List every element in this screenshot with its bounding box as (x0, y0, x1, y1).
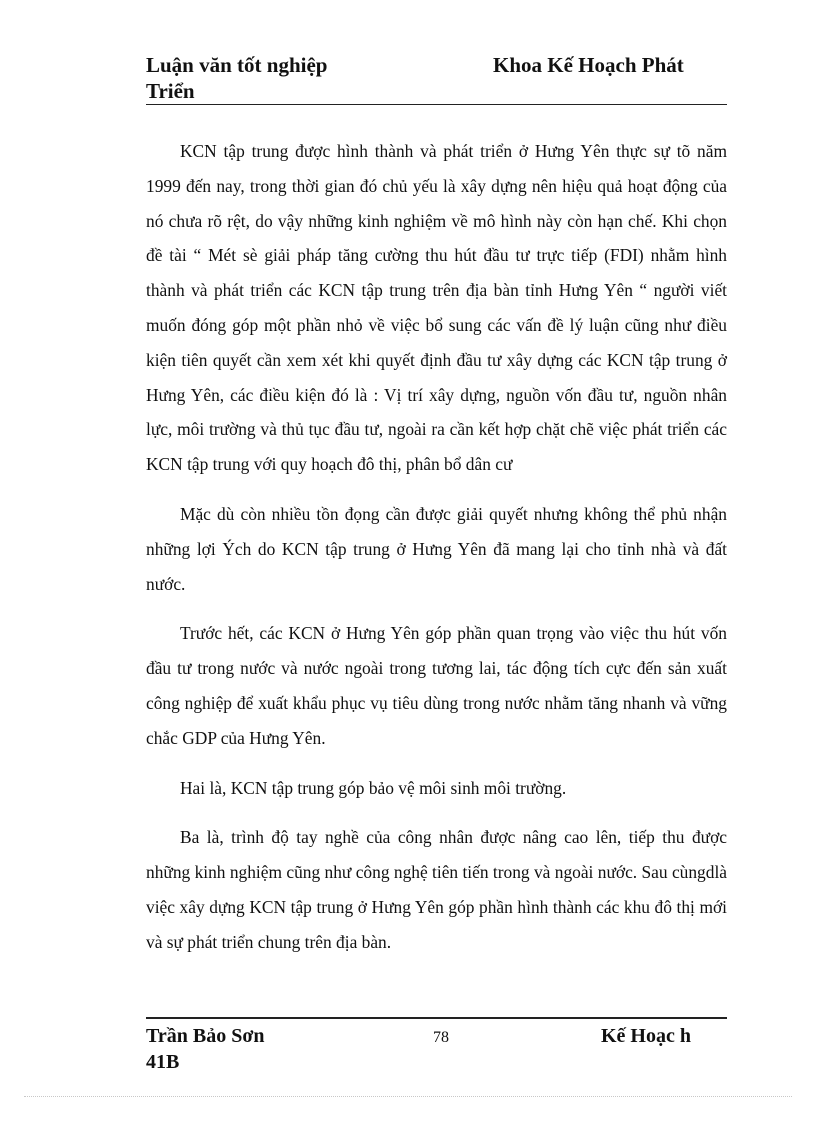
footer-author-class: 41B (146, 1051, 180, 1073)
paragraph-5: Ba là, trình độ tay nghề của công nhân được nâng cao lên, tiếp thu được những kinh nghiệm cũng như công nghệ tiên tiến trong và ngoài nước. Sau cùngdlà việc xây dựng KCN tập trung ở Hưng Yên góp phần hình thành các khu đô thị mới và sự phát triển chung trên địa bàn. (146, 827, 727, 952)
paragraph-2: Mặc dù còn nhiều tồn đọng cần được giải quyết nhưng không thể phủ nhận những lợi Ých do KCN tập trung ở Hưng Yên đã mang lại cho tỉnh nhà và đất nước. (146, 503, 727, 594)
paragraph-3: Trước hết, các KCN ở Hưng Yên góp phần quan trọng vào việc thu hút vốn đầu tư trong nước và nước ngoài trong tương lai, tác động tích cực đến sản xuất công nghiệp để xuất khẩu phục vụ tiêu dùng trong nước nhằm tăng nhanh và vững chắc GDP của Hưng Yên. (146, 623, 727, 748)
header-left-line-2: Triển (146, 79, 195, 103)
page-footer (146, 1017, 727, 1079)
paragraph-4: Hai là, KCN tập trung góp bảo vệ môi sinh môi trường. (180, 777, 567, 798)
header-thesis-title (146, 52, 346, 104)
paragraph-1: KCN tập trung được hình thành và phát triển ở Hưng Yên thực sự tõ năm 1999 đến nay, trong thời gian đó chủ yếu là xây dựng nên hiệu quả hoạt động của nó chưa rõ rệt, do vậy những kinh nghiệm về mô hình này còn hạn chế. Khi chọn đề tài “ Mét sè giải pháp tăng cường thu hút đầu tư trực tiếp (FDI) nhằm hình thành và phát triển các KCN tập trung trên địa bàn tỉnh Hưng Yên “ người viết muốn đóng góp một phần nhỏ về việc bổ sung các vấn đề lý luận cũng như điều kiện tiên quyết cần xem xét khi quyết định đầu tư xây dựng các KCN tập trung ở Hưng Yên, các điều kiện đó là : Vị trí xây dựng, nguồn vốn đầu tư, nguồn nhân lực, môi trường và thủ tục đầu tư, ngoài ra cần kết hợp chặt chẽ việc phát triển các KCN tập trung với quy hoạch đô thị, phân bổ dân cư (146, 141, 727, 475)
footer-author-name: Trần Bảo Sơn (146, 1025, 265, 1047)
page-header (146, 52, 727, 105)
main-body-text (146, 134, 727, 975)
page-number: 78 (433, 1029, 449, 1046)
header-faculty: Khoa Kế Hoạch Phát (493, 53, 684, 77)
page-bottom-edge (24, 1096, 792, 1097)
header-left-line-1: Luận văn tốt nghiệp (146, 53, 328, 77)
footer-department: Kế Hoạc h (601, 1025, 691, 1047)
footer-author (146, 1023, 265, 1075)
